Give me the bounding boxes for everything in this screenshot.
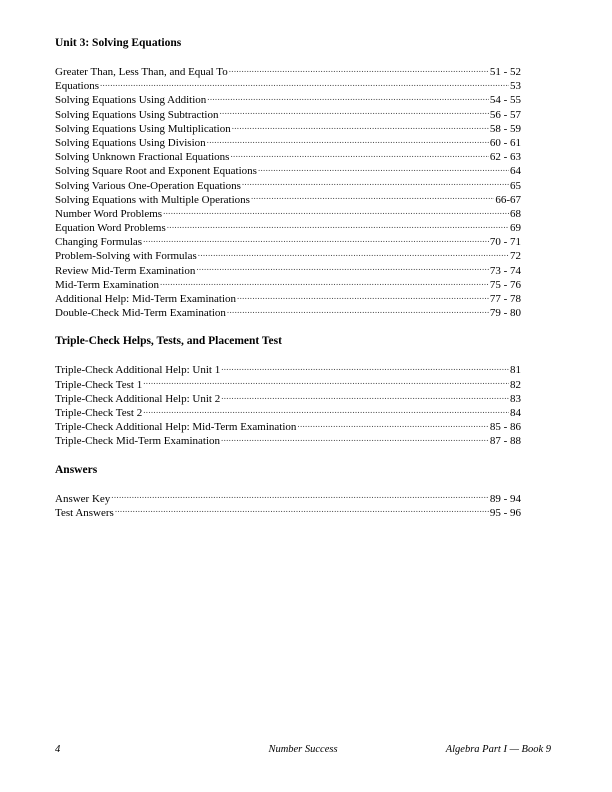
dot-leader xyxy=(115,506,489,516)
toc-entry xyxy=(55,65,521,79)
toc-entry-pages: 54 - 55 xyxy=(489,94,521,107)
toc-entry-title: Test Answers xyxy=(55,506,114,519)
toc-entry-pages: 62 - 63 xyxy=(489,151,521,164)
toc-entry-pages: 72 xyxy=(510,250,521,263)
toc-entry-title: Double-Check Mid-Term Examination xyxy=(55,307,226,320)
toc-entry-title: Triple-Check Mid-Term Examination xyxy=(55,435,221,448)
toc-entry-title: Solving Unknown Fractional Equations xyxy=(55,151,230,164)
toc-entry xyxy=(55,136,521,150)
dot-leader xyxy=(143,406,509,416)
section-spacer xyxy=(55,449,521,463)
toc-entry xyxy=(55,93,521,107)
toc-entry-pages: 82 xyxy=(510,378,521,391)
toc-entry xyxy=(55,392,521,406)
toc-entry-pages: 83 xyxy=(510,392,521,405)
dot-leader xyxy=(111,492,489,502)
toc-entry-pages: 58 - 59 xyxy=(489,122,521,135)
toc-entry xyxy=(55,179,521,193)
toc-list-answers xyxy=(55,492,521,520)
toc-entry-pages: 60 - 61 xyxy=(489,136,521,149)
dot-leader xyxy=(163,207,509,217)
toc-entry-pages: 56 - 57 xyxy=(489,108,521,121)
toc-list-unit-3 xyxy=(55,65,521,320)
dot-leader xyxy=(251,193,494,203)
dot-leader xyxy=(207,93,489,103)
dot-leader xyxy=(196,264,488,274)
toc-entry-title: Review Mid-Term Examination xyxy=(55,264,196,277)
toc-entry-pages: 68 xyxy=(510,207,521,220)
toc-entry xyxy=(55,363,521,377)
dot-leader xyxy=(167,221,509,231)
dot-leader xyxy=(232,122,489,132)
toc-entry-pages: 81 xyxy=(510,364,521,377)
footer-book-title: Algebra Part I — Book 9 xyxy=(445,744,551,755)
toc-entry xyxy=(55,264,521,278)
page-footer xyxy=(55,743,551,757)
toc-entry-title: Problem-Solving with Formulas xyxy=(55,250,197,263)
toc-entry-title: Solving Equations with Multiple Operations xyxy=(55,193,250,206)
dot-leader xyxy=(100,79,509,89)
dot-leader xyxy=(198,249,509,259)
toc-entry-title: Equations xyxy=(55,80,99,93)
dot-leader xyxy=(230,150,488,160)
toc-entry xyxy=(55,306,521,320)
toc-entry-pages: 75 - 76 xyxy=(489,278,521,291)
toc-entry-pages: 79 - 80 xyxy=(489,307,521,320)
toc-entry-title: Triple-Check Test 1 xyxy=(55,378,143,391)
toc-entry xyxy=(55,406,521,420)
toc-entry-pages: 84 xyxy=(510,406,521,419)
toc-entry xyxy=(55,108,521,122)
toc-entry-title: Solving Square Root and Exponent Equations xyxy=(55,165,257,178)
table-of-contents xyxy=(55,36,521,520)
section-heading-triple-check: Triple-Check Helps, Tests, and Placement Test xyxy=(55,335,282,348)
dot-leader xyxy=(227,306,489,316)
toc-entry-title: Equation Word Problems xyxy=(55,222,166,235)
toc-entry-title: Solving Equations Using Subtraction xyxy=(55,108,219,121)
toc-entry-pages: 89 - 94 xyxy=(489,492,521,505)
section-heading-answers: Answers xyxy=(55,463,98,476)
dot-leader xyxy=(160,278,489,288)
toc-entry xyxy=(55,150,521,164)
toc-entry-title: Solving Equations Using Division xyxy=(55,136,206,149)
toc-entry xyxy=(55,207,521,221)
toc-entry-pages: 95 - 96 xyxy=(489,506,521,519)
toc-entry-title: Triple-Check Additional Help: Unit 2 xyxy=(55,392,221,405)
section-spacer xyxy=(55,477,521,492)
toc-entry xyxy=(55,378,521,392)
dot-leader xyxy=(297,420,488,430)
toc-entry xyxy=(55,122,521,136)
toc-entry-title: Triple-Check Additional Help: Unit 1 xyxy=(55,364,221,377)
toc-entry xyxy=(55,249,521,263)
toc-entry-pages: 51 - 52 xyxy=(489,66,521,78)
section-spacer xyxy=(55,50,521,65)
dot-leader xyxy=(221,434,489,444)
dot-leader xyxy=(143,378,509,388)
footer-series-title: Number Success xyxy=(268,744,338,755)
toc-entry xyxy=(55,235,521,249)
section-heading-unit-3: Unit 3: Solving Equations xyxy=(55,37,182,49)
toc-entry-title: Solving Equations Using Multiplication xyxy=(55,122,231,135)
toc-entry xyxy=(55,221,521,235)
toc-entry xyxy=(55,79,521,93)
toc-entry xyxy=(55,193,521,207)
toc-entry-pages: 69 xyxy=(510,222,521,235)
dot-leader xyxy=(143,235,489,245)
toc-entry-pages: 77 - 78 xyxy=(489,293,521,305)
toc-entry xyxy=(55,292,521,306)
toc-entry-pages: 66-67 xyxy=(495,193,521,206)
dot-leader xyxy=(237,292,489,302)
toc-entry-pages: 64 xyxy=(510,165,521,178)
dot-leader xyxy=(242,179,509,189)
toc-entry-pages: 73 - 74 xyxy=(489,264,521,277)
dot-leader xyxy=(219,108,488,118)
section-spacer xyxy=(55,320,521,334)
dot-leader xyxy=(229,65,489,75)
section-spacer xyxy=(55,348,521,363)
toc-entry-title: Triple-Check Test 2 xyxy=(55,406,143,419)
toc-entry xyxy=(55,278,521,292)
toc-entry xyxy=(55,420,521,434)
toc-entry xyxy=(55,506,521,520)
dot-leader xyxy=(258,164,509,174)
toc-entry-pages: 70 - 71 xyxy=(489,236,521,249)
toc-entry xyxy=(55,164,521,178)
toc-list-triple-check xyxy=(55,363,521,448)
toc-entry-title: Solving Equations Using Addition xyxy=(55,94,207,107)
toc-entry xyxy=(55,434,521,448)
toc-entry-pages: 53 xyxy=(510,80,521,93)
toc-entry-title: Mid-Term Examination xyxy=(55,278,160,291)
toc-entry-title: Answer Key xyxy=(55,492,111,505)
toc-entry-title: Number Word Problems xyxy=(55,207,163,220)
toc-entry-pages: 65 xyxy=(510,179,521,192)
toc-entry xyxy=(55,492,521,506)
dot-leader xyxy=(221,392,509,402)
toc-entry-title: Triple-Check Additional Help: Mid-Term Examination xyxy=(55,421,297,434)
toc-entry-pages: 85 - 86 xyxy=(489,421,521,434)
dot-leader xyxy=(221,363,509,373)
toc-entry-pages: 87 - 88 xyxy=(489,435,521,448)
toc-entry-title: Solving Various One-Operation Equations xyxy=(55,179,241,192)
dot-leader xyxy=(207,136,489,146)
toc-entry-title: Changing Formulas xyxy=(55,236,143,249)
toc-entry-title: Greater Than, Less Than, and Equal To xyxy=(55,66,228,78)
footer-page-number: 4 xyxy=(55,744,61,755)
toc-entry-title: Additional Help: Mid-Term Examination xyxy=(55,293,237,305)
